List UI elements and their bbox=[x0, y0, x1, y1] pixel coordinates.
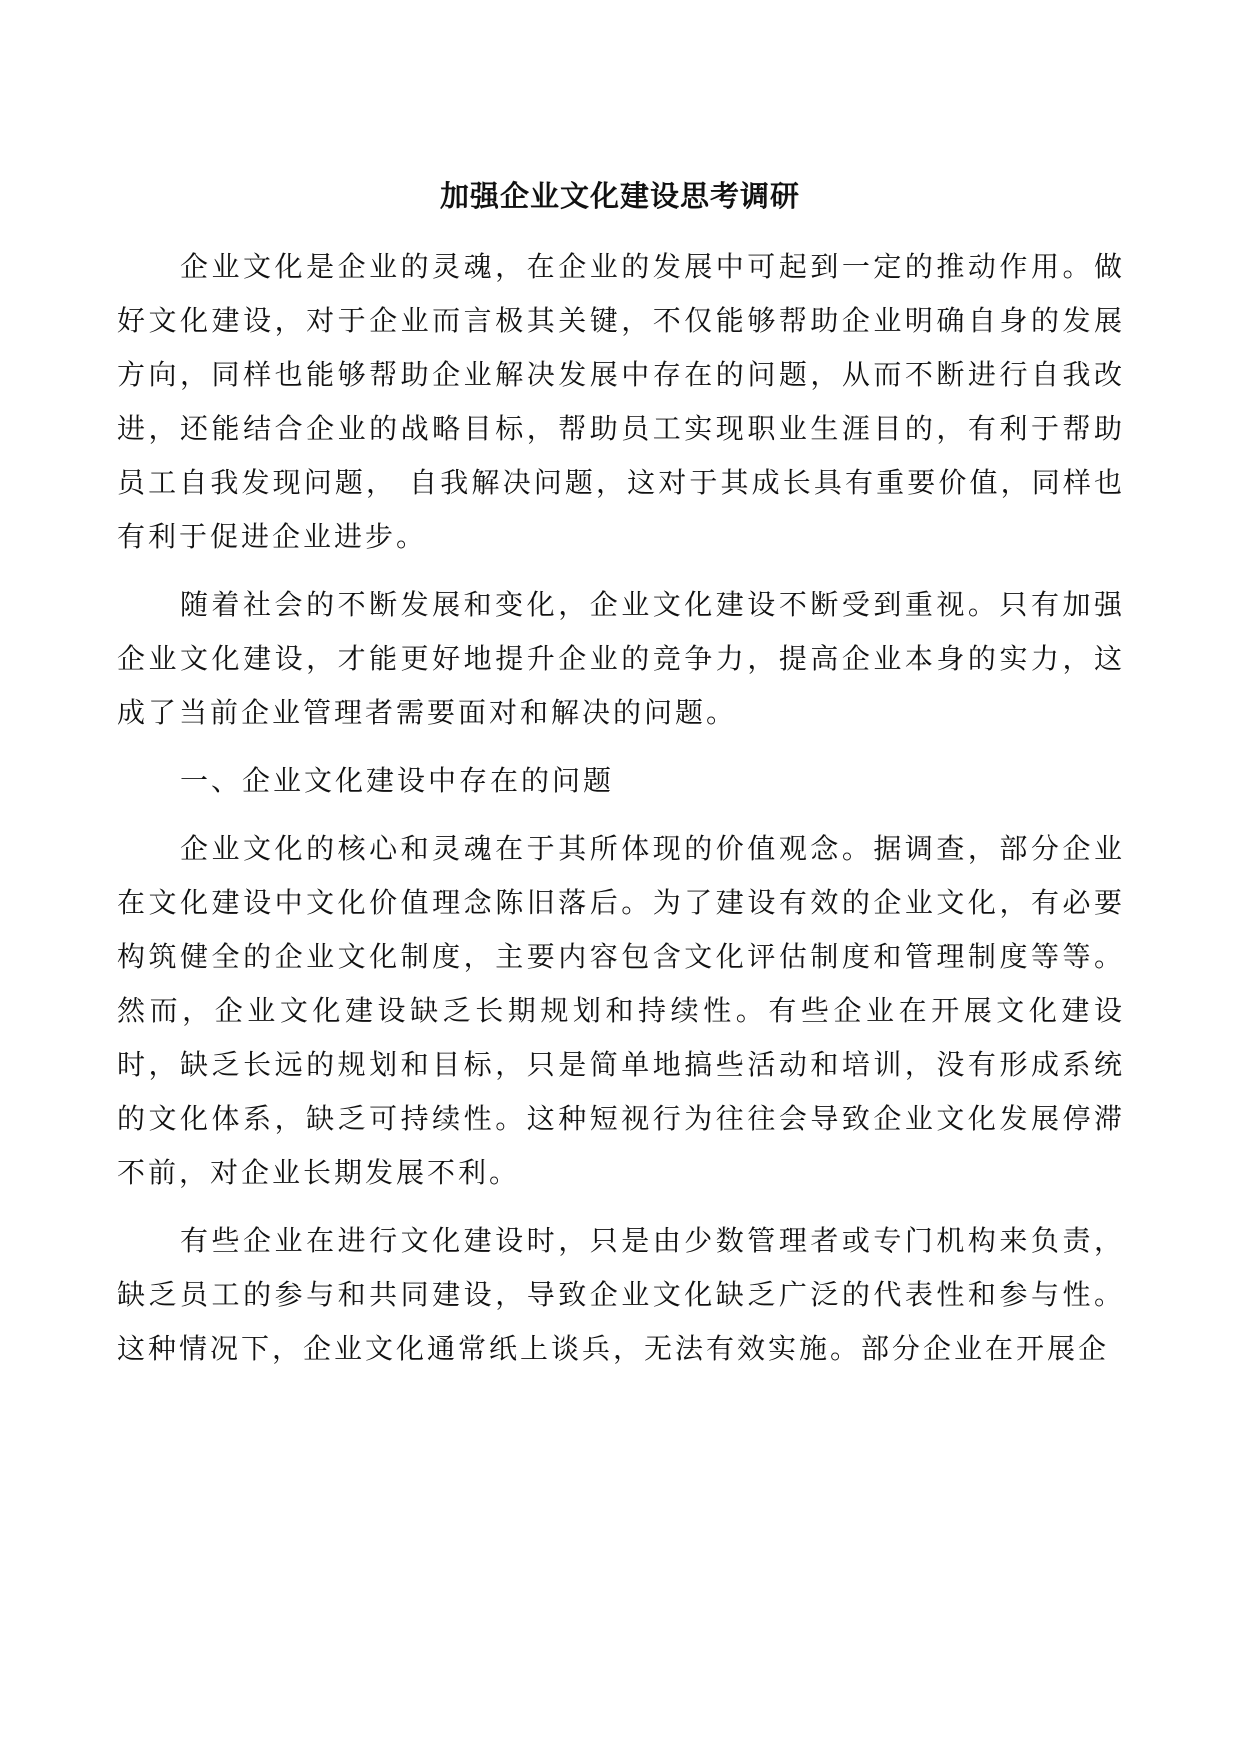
document-body bbox=[117, 240, 1125, 1376]
section-heading: 一、企业文化建设中存在的问题 bbox=[180, 764, 615, 797]
paragraph-core-values: 企业文化的核心和灵魂在于其所体现的价值观念。据调查，部分企业在文化建设中文化价值理念陈旧落后。为了建设有效的企业文化，有必要构筑健全的企业文化制度，主要内容包含文化评估制度和管理制度等等。然而，企业文化建设缺乏长期规划和持续性。有些企业在开展文化建设时，缺乏长远的规划和目标，只是简单地搞些活动和培训，没有形成系统的文化体系，缺乏可持续性。这种短视行为往往会导致企业文化发展停滞不前，对企业长期发展不利。 bbox=[117, 832, 1125, 1189]
document-title: 加强企业文化建设思考调研 bbox=[439, 179, 800, 213]
paragraph-participation: 有些企业在进行文化建设时，只是由少数管理者或专门机构来负责，缺乏员工的参与和共同建设，导致企业文化缺乏广泛的代表性和参与性。这种情况下，企业文化通常纸上谈兵，无法有效实施。部分企业在开展企 bbox=[117, 1224, 1125, 1365]
paragraph-intro: 企业文化是企业的灵魂，在企业的发展中可起到一定的推动作用。做好文化建设，对于企业而言极其关键，不仅能够帮助企业明确自身的发展方向，同样也能够帮助企业解决发展中存在的问题，从而不断进行自我改进，还能结合企业的战略目标，帮助员工实现职业生涯目的，有利于帮助员工自我发现问题， 自我解决问题，这对于其成长具有重要价值，同样也有利于促进企业进步。 bbox=[117, 250, 1125, 553]
paragraph-background: 随着社会的不断发展和变化，企业文化建设不断受到重视。只有加强企业文化建设，才能更好地提升企业的竞争力，提高企业本身的实力，这成了当前企业管理者需要面对和解决的问题。 bbox=[117, 588, 1125, 729]
